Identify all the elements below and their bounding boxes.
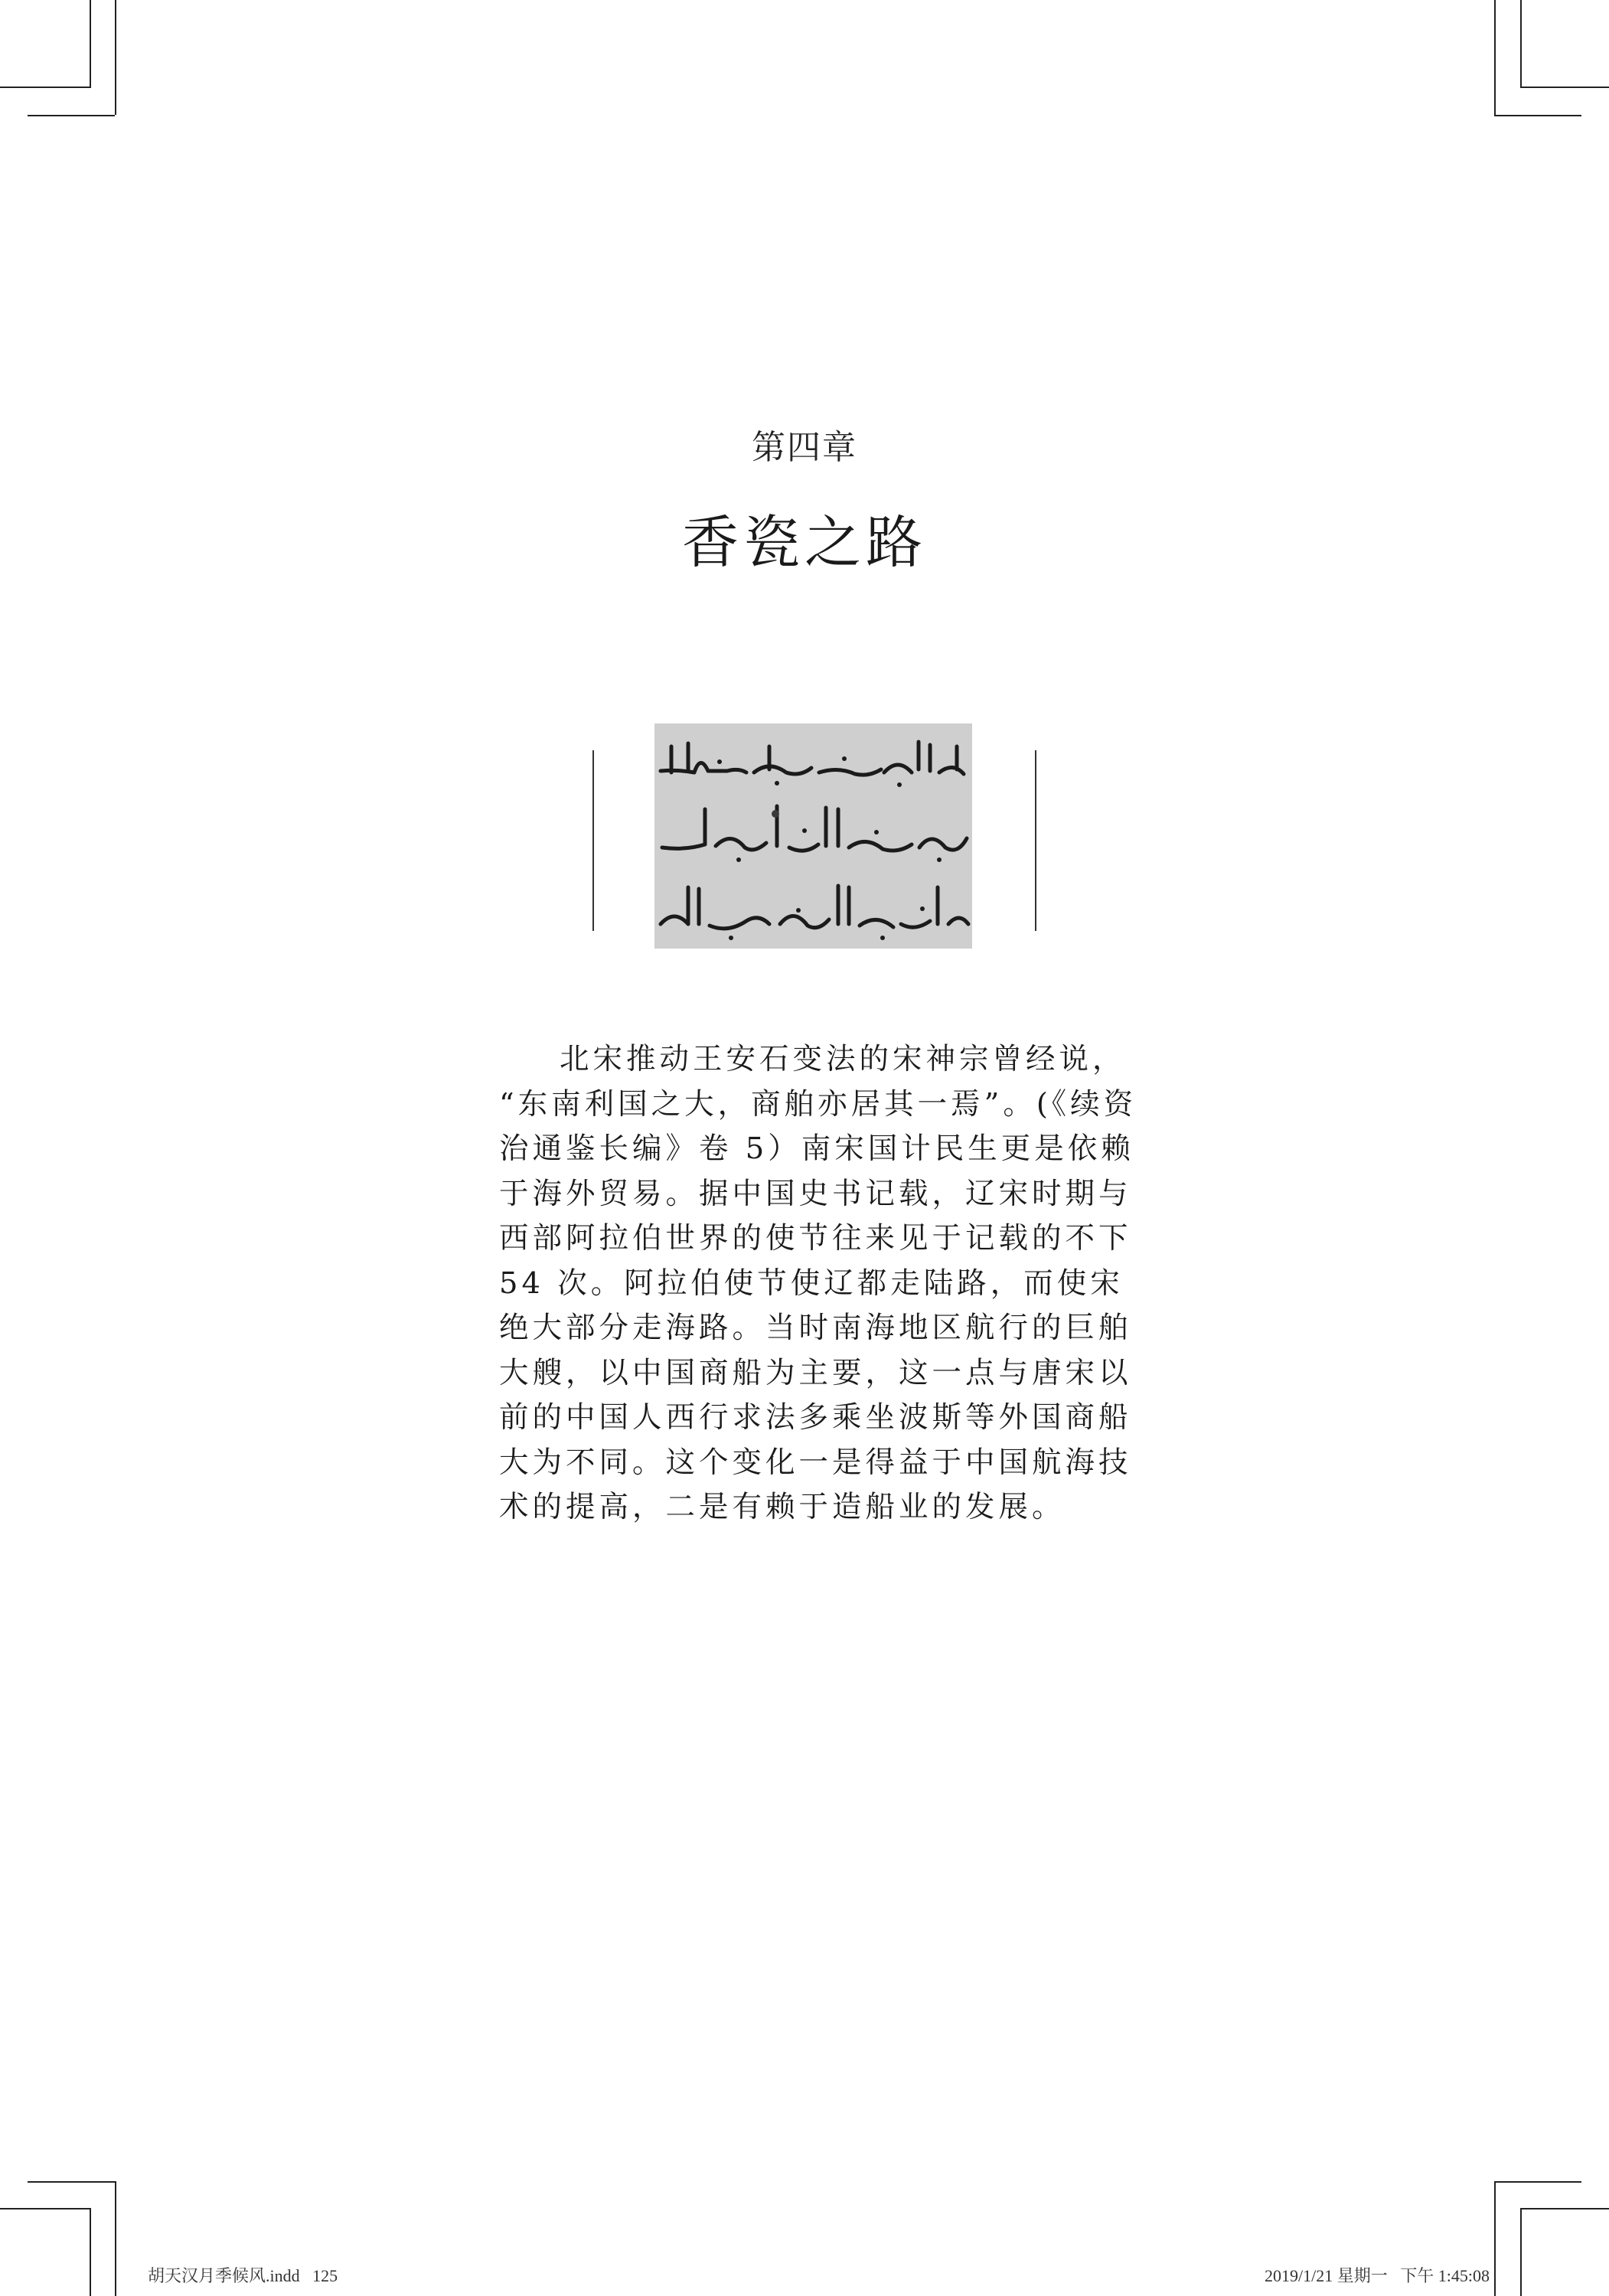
crop-mark-tl-v bbox=[115, 0, 116, 115]
figure-rule-right bbox=[1035, 750, 1036, 931]
figure-rule-left bbox=[592, 750, 594, 931]
crop-mark-tr-h bbox=[1520, 87, 1609, 88]
crop-mark-tr-inner-v bbox=[1520, 0, 1522, 88]
crop-mark-tl-h bbox=[0, 87, 90, 88]
crop-mark-tl-inner-h bbox=[28, 115, 115, 116]
slug-timestamp: 2019/1/21 星期一 下午 1:45:08 bbox=[1265, 2266, 1490, 2285]
body-line: 前的中国人西行求法多乘坐波斯等外国商船 bbox=[499, 1400, 1132, 1435]
crop-mark-tl-inner-v bbox=[90, 0, 91, 88]
crop-mark-bl-v bbox=[115, 2181, 116, 2296]
crop-mark-br-v bbox=[1494, 2181, 1496, 2296]
slug-file-info: 胡天汉月季候风.indd 125 bbox=[148, 2266, 338, 2285]
crop-mark-tr-v bbox=[1494, 0, 1496, 115]
body-line: 大艘，以中国商船为主要，这一点与唐宋以 bbox=[499, 1355, 1132, 1390]
body-line: 西部阿拉伯世界的使节往来见于记载的不下 bbox=[499, 1221, 1132, 1256]
arabic-calligraphy-icon bbox=[654, 723, 972, 949]
crop-mark-bl-h bbox=[0, 2208, 90, 2209]
body-line: 54 次。阿拉伯使节使辽都走陆路，而使宋 bbox=[499, 1266, 1124, 1301]
crop-mark-br-inner-v bbox=[1520, 2208, 1522, 2296]
crop-mark-tr-inner-h bbox=[1494, 115, 1581, 116]
body-line: 绝大部分走海路。当时南海地区航行的巨舶 bbox=[499, 1311, 1132, 1345]
body-line: 大为不同。这个变化一是得益于中国航海技 bbox=[499, 1445, 1132, 1480]
body-paragraph bbox=[499, 1037, 1137, 1530]
body-line: 北宋推动王安石变法的宋神宗曾经说， bbox=[560, 1042, 1126, 1076]
body-line: 于海外贸易。据中国史书记载，辽宋时期与 bbox=[499, 1176, 1132, 1211]
body-line: 治通鉴长编》卷 5）南宋国计民生更是依赖 bbox=[499, 1132, 1134, 1166]
body-line: “东南利国之大，商舶亦居其一焉”。(《续资 bbox=[499, 1086, 1137, 1122]
crop-mark-bl-inner-v bbox=[90, 2208, 91, 2296]
crop-mark-bl-inner-h bbox=[28, 2181, 115, 2183]
crop-mark-br-h bbox=[1520, 2208, 1609, 2209]
crop-mark-br-inner-h bbox=[1494, 2181, 1581, 2183]
chapter-title: 香瓷之路 bbox=[682, 510, 927, 576]
calligraphy-image bbox=[654, 723, 972, 949]
body-line: 术的提高，二是有赖于造船业的发展。 bbox=[499, 1490, 1066, 1524]
chapter-number: 第四章 bbox=[752, 428, 857, 467]
